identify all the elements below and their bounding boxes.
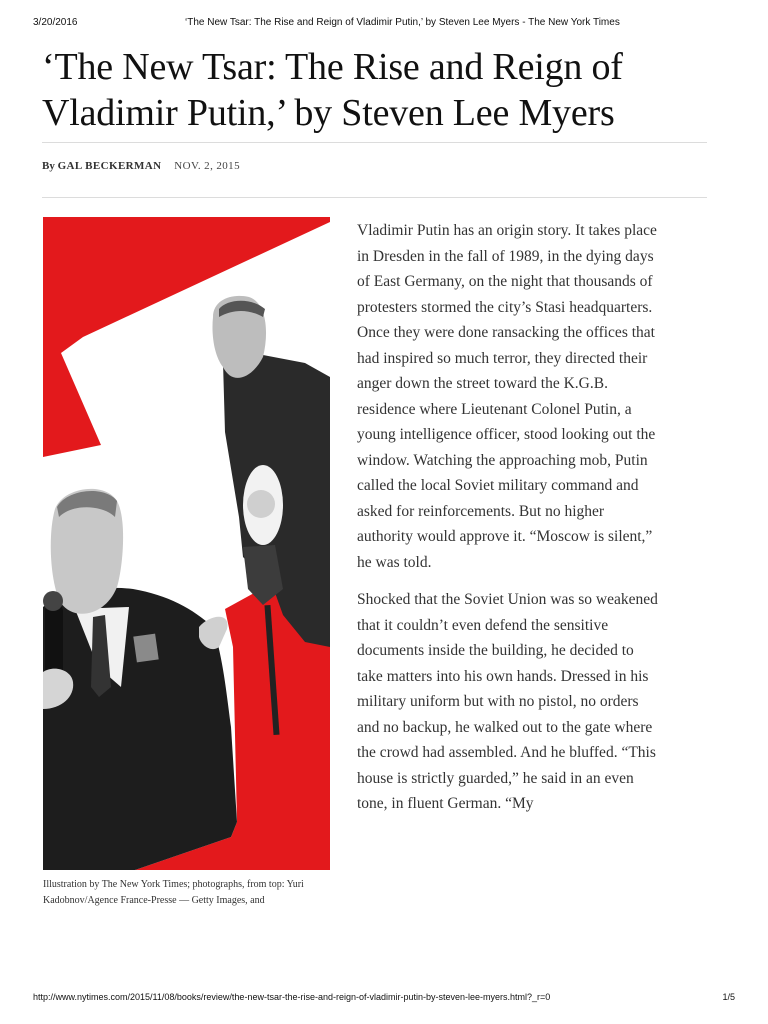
print-date: 3/20/2016 <box>33 17 78 28</box>
article-paragraph: Vladimir Putin has an origin story. It takes place in Dresden in the fall of 1989, in the dying days of East Germany, on the night that thousands of protesters stormed the city’s Stasi headquarters. Once they were done ransacking the offices that had inspired so much terror, they directed their anger down the street toward the K.G.B. residence where Lieutenant Colonel Putin, a young intelligence officer, stood looking out the window. Watching the approaching mob, Putin called the local Soviet military command and asked for reinforcements. But no higher authority would approve it. “Moscow is silent,” he was told. <box>357 222 657 571</box>
byline <box>42 160 240 172</box>
article-body <box>357 218 662 854</box>
divider <box>42 197 707 198</box>
print-page-title: ‘The New Tsar: The Rise and Reign of Vladimir Putin,’ by Steven Lee Myers - The New York Times <box>185 17 620 28</box>
byline-prefix: By <box>42 160 55 172</box>
page-number: 1/5 <box>722 992 735 1002</box>
article-headline: ‘The New Tsar: The Rise and Reign of Vladimir Putin,’ by Steven Lee Myers <box>42 46 623 134</box>
article-illustration <box>43 217 330 870</box>
print-url: http://www.nytimes.com/2015/11/08/books/review/the-new-tsar-the-rise-and-reign-of-vladimir-putin-by-steven-lee-myers.html?_r=0 <box>33 992 551 1002</box>
illustration-image <box>43 217 330 870</box>
article-paragraph: Shocked that the Soviet Union was so weakened that it couldn’t even defend the sensitive documents inside the building, he decided to take matters into his own hands. Dressed in his military uniform but with no pistol, no orders and no backup, he walked out to the gate where the crowd had assembled. And he bluffed. “This house is strictly guarded,” he said in an even tone, in fluent German. “My <box>357 591 658 812</box>
author-link[interactable]: GAL BECKERMAN <box>57 160 162 172</box>
publish-date: NOV. 2, 2015 <box>174 160 240 172</box>
image-caption: Illustration by The New York Times; photographs, from top: Yuri Kadobnov/Agence France-Presse — Getty Images, and <box>43 879 304 906</box>
speaker-photo <box>43 489 237 870</box>
divider <box>42 142 707 143</box>
